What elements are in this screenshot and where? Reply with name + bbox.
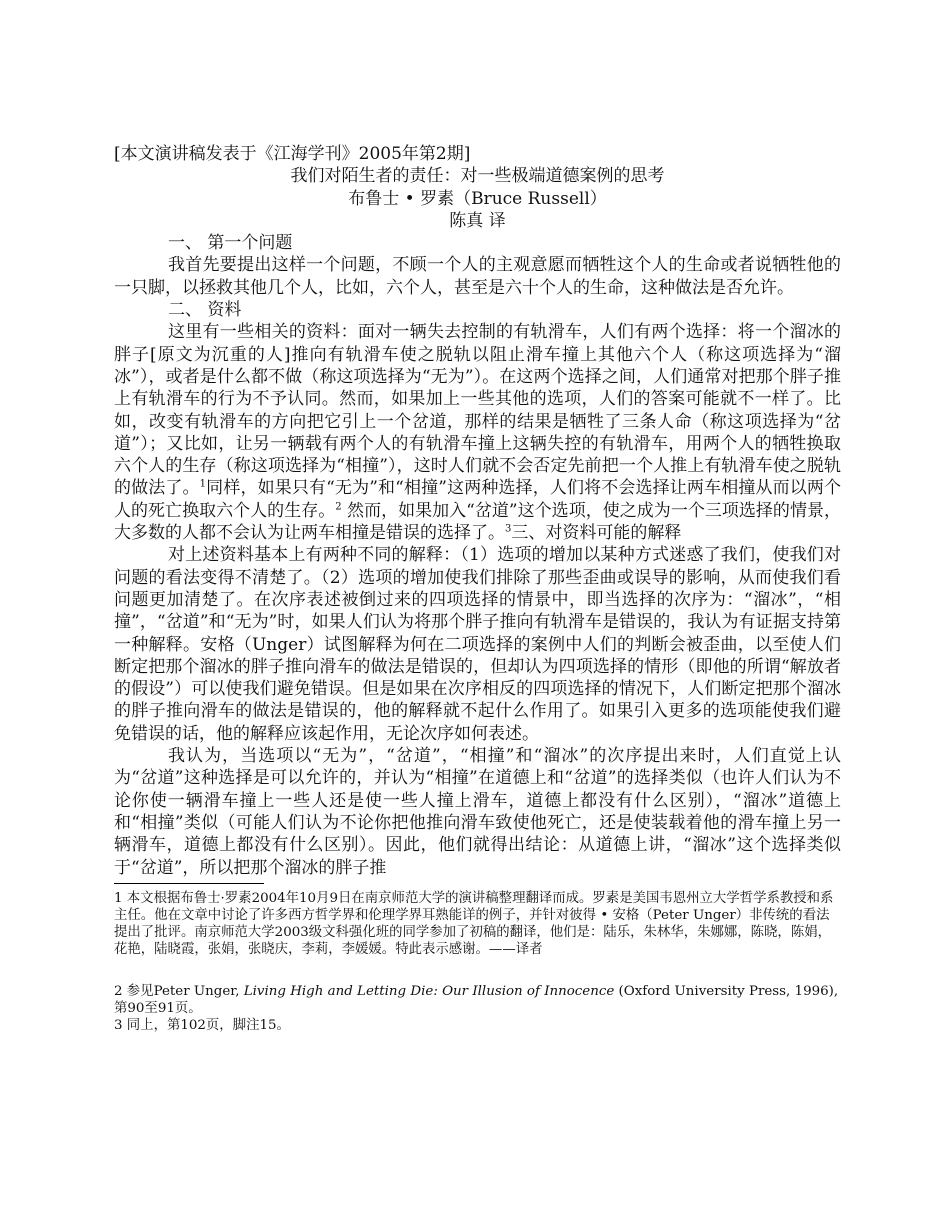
- footnote-2-number: 2: [114, 983, 123, 999]
- section-1-paragraph: 我首先要提出这样一个问题，不顾一个人的主观意愿而牺牲这个人的生命或者说牺牲他的一只脚，以拯救其他几个人，比如，六个人，甚至是六十个人的生命，这种做法是否允许。: [114, 255, 841, 298]
- document-page: [114, 143, 841, 1034]
- footnote-1-number: 1: [114, 890, 123, 906]
- footnote-3: [114, 1017, 841, 1034]
- section-2-text-a: 这里有一些相关的资料：面对一辆失去控制的有轨滑车，人们有两个选择：将一个溜冰的胖子[原文为沉重的人]推向有轨滑车使之脱轨以阻止滑车撞上其他六个人（称这项选择为“溜冰”），或者是什么都不做（称这项选择为“无为”）。在这两个选择之间，人们通常对把那个胖子推上有轨滑车的行为不予认同。然而，如果加上一些其他的选项，人们的答案可能就不一样了。比如，改变有轨滑车的方向把它引上一个岔道，那样的结果是牺牲了三条人命（称这项选择为“岔道”）；又比如，让另一辆载有两个人的有轨滑车撞上这辆失控的有轨滑车，用两个人的牺牲换取六个人的生存（称这项选择为“相撞”），这时人们就不会否定先前把一个人推上有轨滑车使之脱轨的做法了。: [114, 322, 841, 499]
- section-2-paragraph: [114, 321, 841, 544]
- footnote-ref-3[interactable]: 3: [505, 523, 512, 535]
- translator-line: 陈真 译: [449, 210, 506, 231]
- article-title: 我们对陌生者的责任：对一些极端道德案例的思考: [290, 166, 665, 187]
- section-1-heading: 一、 第一个问题: [168, 233, 293, 254]
- footnote-ref-2[interactable]: 2: [335, 501, 342, 513]
- footnote-1-text: 本文根据布鲁士·罗素2004年10月9日在南京师范大学的演讲稿整理翻译而成。罗素是美国韦恩州立大学哲学系教授和系主任。他在文章中讨论了许多西方哲学界和伦理学界耳熟能详的例子，并针对彼得 • 安格（Peter Unger）非传统的看法提出了批评。南京师范大学2003级文科强化班的同学参加了初稿的翻译，他们是：陆乐，朱林华，朱娜娜，陈晓，陈娟，花艳，陆晓霞，张娟，张晓庆，李莉，李媛媛。特此表示感谢。——译者: [114, 890, 834, 958]
- footnote-2-pre: 参见Peter Unger,: [126, 983, 244, 999]
- footnote-2-post: (Oxford University Press, 1996), 第90至91页。: [114, 983, 839, 1016]
- author-line: 布鲁士 • 罗素（Bruce Russell）: [348, 188, 607, 209]
- footnote-3-text: 同上，第102页，脚注15。: [126, 1018, 290, 1034]
- footnote-2: [114, 983, 841, 1017]
- footnote-1: [114, 890, 841, 959]
- footnote-ref-1[interactable]: 1: [199, 478, 207, 490]
- section-2-text-b: 同样，如果只有“无为”和“相撞”这两种选择，人们将不会选择让两车相撞从而以两个人的死亡换取六个人的生存。: [114, 478, 842, 521]
- footnote-separator: [114, 883, 264, 884]
- footnote-2-book-title: Living High and Letting Die: Our Illusion of Innocence: [243, 983, 615, 999]
- publication-note: [本文演讲稿发表于《江海学刊》2005年第2期]: [114, 144, 471, 164]
- footnote-3-number: 3: [114, 1018, 123, 1034]
- section-3-paragraph-2: 我认为，当选项以“无为”，“岔道”，“相撞”和“溜冰”的次序提出来时，人们直觉上认为“岔道”这种选择是可以允许的，并认为“相撞”在道德上和“岔道”的选择类似（也许人们认为不论你使一辆滑车撞上一些人还是使一些人撞上滑车，道德上都没有什么区别），“溜冰”道德上和“相撞”类似（可能人们认为不论你把他推向滑车致使他死亡，还是使装载着他的滑车撞上另一辆滑车，道德上都没有什么区别）。因此，他们就得出结论：从道德上讲，“溜冰”这个选择类似于“岔道”，所以把那个溜冰的胖子推: [114, 746, 841, 878]
- section-2-heading: 二、 资料: [168, 300, 242, 321]
- section-3-paragraph-1: 对上述资料基本上有两种不同的解释：（1）选项的增加以某种方式迷惑了我们，使我们对问题的看法变得不清楚了。（2）选项的增加使我们排除了那些歪曲或误导的影响，从而使我们看问题更加清楚了。在次序表述被倒过来的四项选择的情景中，即当选择的次序为：“溜冰”，“相撞”，“岔道”和“无为”时，如果人们认为将那个胖子推向有轨滑车是错误的，我认为有证据支持第一种解释。安格（Unger）试图解释为何在二项选择的案例中人们的判断会被歪曲，以至使人们断定把那个溜冰的胖子推向滑车的做法是错误的，但却认为四项选择的情形（即他的所谓“解放者的假设”）可以使我们避免错误。但是如果在次序相反的四项选择的情况下，人们断定把那个溜冰的胖子推向滑车的做法是错误的，他的解释就不起什么作用了。如果引入更多的选项能使我们避免错误的话，他的解释应该起作用，无论次序如何表述。: [114, 545, 841, 744]
- section-3-heading: 三、对资料可能的解释: [511, 523, 682, 544]
- section-2-text-c: 然而，如果加入“岔道”这个选项，使之成为一个三项选择的情景，大多数的人都不会认为让两车相撞是错误的选择了。: [114, 500, 841, 544]
